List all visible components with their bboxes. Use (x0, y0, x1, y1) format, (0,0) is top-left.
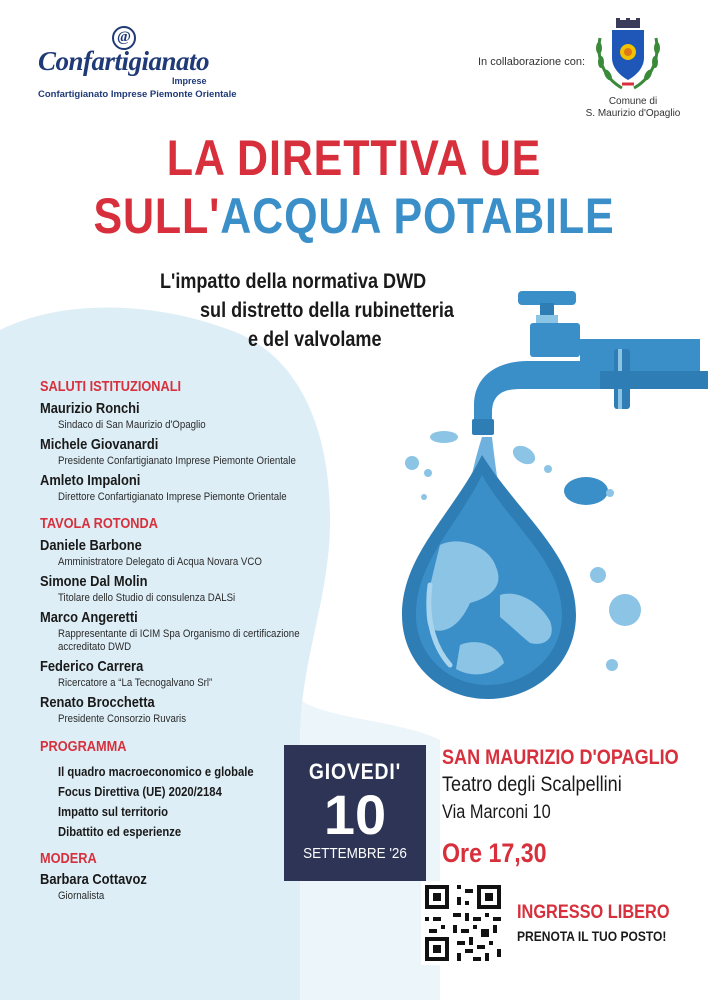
subtitle-line1: L'impatto della normativa DWD (160, 270, 427, 293)
panelist-role-cont: accreditato DWD (58, 641, 132, 653)
program-item: Dibattito ed esperienze (58, 825, 182, 839)
panelist-name: Daniele Barbone (40, 537, 142, 554)
title-blue-part: ACQUA POTABILE (220, 188, 615, 244)
coat-of-arms-icon (592, 18, 664, 94)
speaker-role: Presidente Confartigianato Imprese Piemonte Orientale (58, 455, 296, 467)
book-seat-label: PRENOTA IL TUO POSTO! (517, 928, 667, 944)
panelist-name: Federico Carrera (40, 658, 144, 675)
speaker-role: Sindaco di San Maurizio d'Opaglio (58, 419, 206, 431)
speaker-role: Direttore Confartigianato Imprese Piemonte Orientale (58, 491, 287, 503)
panelist-role: Ricercatore a “La Tecnogalvano Srl” (58, 677, 213, 689)
date-number: 10 (323, 783, 387, 846)
panelist-role: Titolare dello Studio di consulenza DALSi (58, 592, 236, 604)
venue-town: SAN MAURIZIO D'OPAGLIO (442, 746, 679, 769)
venue-place: Teatro degli Scalpellini (442, 773, 622, 796)
speaker-name: Amleto Impaloni (40, 472, 141, 489)
panelist-role: Presidente Consorzio Ruvaris (58, 713, 187, 725)
panelist-name: Simone Dal Molin (40, 573, 148, 590)
main-title-line2 (50, 188, 659, 244)
section-heading-saluti: SALUTI ISTITUZIONALI (40, 379, 182, 395)
moderator-role: Giornalista (58, 890, 105, 902)
collaboration-label: In collaborazione con: (478, 56, 586, 68)
program-item: Focus Direttiva (UE) 2020/2184 (58, 785, 222, 799)
panelist-name: Renato Brocchetta (40, 694, 155, 711)
main-title-line1: LA DIRETTIVA UE (166, 130, 542, 186)
date-box (284, 745, 426, 881)
panelist-name: Marco Angeretti (40, 609, 138, 626)
brand-tagline: Confartigianato Imprese Piemonte Orientale (38, 89, 237, 100)
panelist-role: Rappresentante di ICIM Spa Organismo di certificazione (58, 628, 300, 640)
section-heading-tavola: TAVOLA ROTONDA (40, 516, 158, 532)
comune-label: Comune di (608, 96, 658, 107)
faucet-water-illustration (400, 285, 708, 705)
title-red-part: SULL' (93, 188, 221, 244)
comune-name: S. Maurizio d'Opaglio (585, 108, 681, 119)
section-heading-programma: PROGRAMMA (40, 739, 127, 755)
speaker-name: Michele Giovanardi (40, 436, 159, 453)
brand-logo-icon: @ (112, 26, 136, 50)
faucet-handle-icon (518, 291, 576, 305)
moderator-name: Barbara Cottavoz (40, 871, 147, 888)
qr-code-icon[interactable] (421, 881, 505, 965)
free-entry-label: INGRESSO LIBERO (517, 902, 670, 923)
section-heading-modera: MODERA (40, 851, 97, 867)
speaker-name: Maurizio Ronchi (40, 400, 140, 417)
date-month: SETTEMBRE '26 (303, 845, 407, 862)
panelist-role: Amministratore Delegato di Acqua Novara VCO (58, 556, 262, 568)
brand-sub: Imprese (172, 76, 207, 86)
program-item: Il quadro macroeconomico e globale (58, 765, 254, 779)
subtitle-line3: e del valvolame (248, 328, 382, 351)
venue-street: Via Marconi 10 (442, 802, 551, 823)
subtitle-line2: sul distretto della rubinetteria (200, 299, 454, 322)
date-day: GIOVEDI' (308, 759, 402, 784)
brand-name: Confartigianato (38, 46, 210, 76)
event-time: Ore 17,30 (442, 838, 547, 868)
program-item: Impatto sul territorio (58, 805, 169, 819)
